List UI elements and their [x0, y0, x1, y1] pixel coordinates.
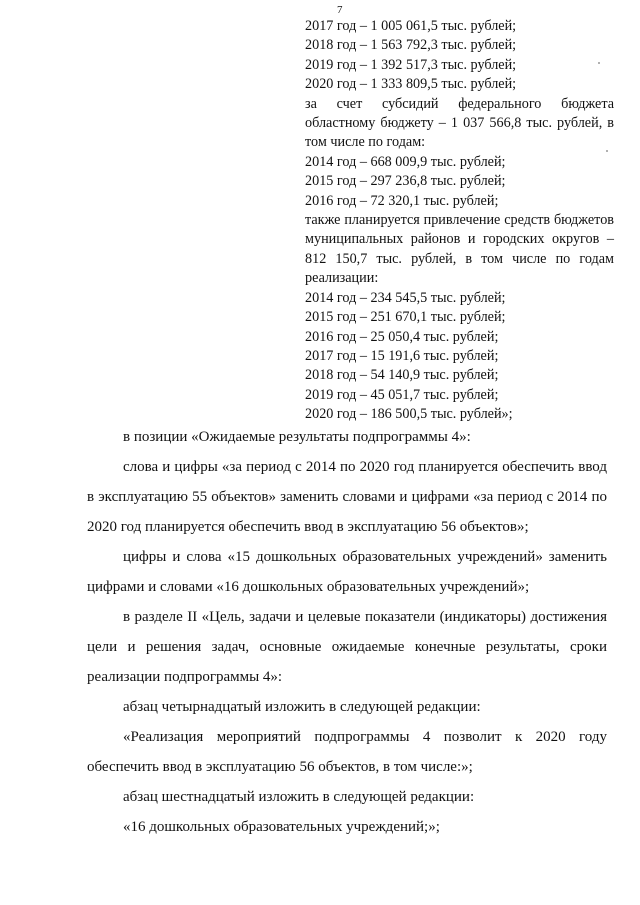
body-paragraph: слова и цифры «за период с 2014 по 2020 год планируется обеспечить ввод в эксплуатацию 55 объектов» заменить словами и цифрами «за период с 2014 по 2020 год планируется обеспечить ввод в эксплуатацию 56 объектов»; [87, 459, 607, 535]
amendments-body [87, 422, 607, 842]
scan-speck [606, 150, 608, 152]
municipal-year-line: 2016 год – 25 050,4 тыс. рублей; [305, 328, 499, 345]
page-number: 7 [337, 4, 343, 16]
municipal-year-line: 2020 год – 186 500,5 тыс. рублей»; [305, 406, 513, 423]
body-paragraph: «Реализация мероприятий подпрограммы 4 позволит к 2020 году обеспечить ввод в эксплуатацию 56 объектов, в том числе:»; [87, 729, 607, 775]
body-paragraph: в разделе II «Цель, задачи и целевые показатели (индикаторы) достижения цели и решения задач, основные ожидаемые конечные результаты, сроки реализации подпрограммы 4»: [87, 609, 607, 685]
body-paragraph: абзац четырнадцатый изложить в следующей редакции: [123, 699, 481, 715]
body-paragraph: «16 дошкольных образовательных учреждений;»; [123, 819, 440, 835]
municipal-year-line: 2014 год – 234 545,5 тыс. рублей; [305, 289, 506, 306]
municipal-year-line: 2017 год – 15 191,6 тыс. рублей; [305, 347, 499, 364]
municipal-year-line: 2018 год – 54 140,9 тыс. рублей; [305, 367, 499, 384]
federal-year-line: 2014 год – 668 009,9 тыс. рублей; [305, 153, 506, 170]
funding-year-line: 2018 год – 1 563 792,3 тыс. рублей; [305, 37, 517, 54]
municipal-year-line: 2015 год – 251 670,1 тыс. рублей; [305, 309, 506, 326]
funding-year-line: 2017 год – 1 005 061,5 тыс. рублей; [305, 18, 517, 34]
federal-year-line: 2016 год – 72 320,1 тыс. рублей; [305, 192, 499, 209]
funding-year-line: 2019 год – 1 392 517,3 тыс. рублей; [305, 56, 517, 73]
federal-subsidy-text: за счет субсидий федерального бюджета областному бюджету – 1 037 566,8 тыс. рублей, в том числе по годам: [305, 95, 614, 151]
scan-speck [598, 62, 600, 64]
municipal-year-line: 2019 год – 45 051,7 тыс. рублей; [305, 386, 499, 403]
federal-year-line: 2015 год – 297 236,8 тыс. рублей; [305, 173, 506, 190]
funding-block [305, 17, 614, 425]
body-paragraph: в позиции «Ожидаемые результаты подпрограммы 4»: [123, 429, 471, 445]
municipal-funding-text: также планируется привлечение средств бюджетов муниципальных районов и городских округов – 812 150,7 тыс. рублей, в том числе по годам реализации: [305, 212, 614, 287]
body-paragraph: абзац шестнадцатый изложить в следующей редакции: [123, 789, 475, 805]
body-paragraph: цифры и слова «15 дошкольных образовательных учреждений» заменить цифрами и словами «16 дошкольных образовательных учреждений»; [87, 549, 607, 595]
funding-year-line: 2020 год – 1 333 809,5 тыс. рублей; [305, 76, 517, 93]
